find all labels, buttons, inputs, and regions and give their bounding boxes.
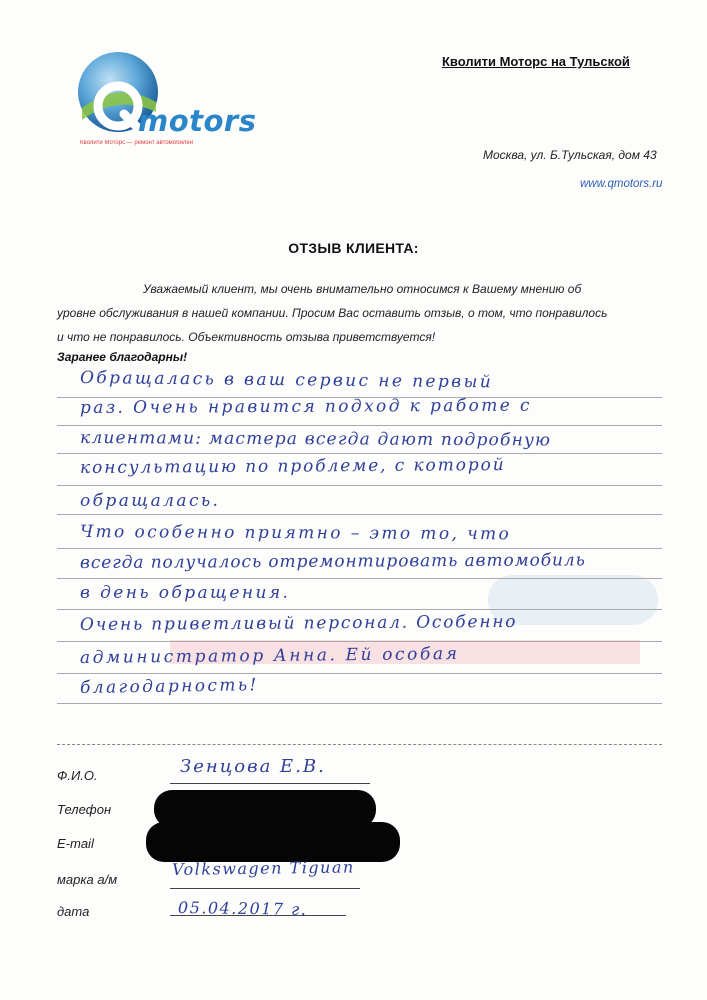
email-label: E-mail (57, 836, 94, 851)
review-line: Очень приветливый персонал. Особенно (79, 611, 518, 635)
review-line: Что особенно приятно – это то, что (79, 522, 512, 545)
car-underline (170, 888, 360, 889)
ruled-line (57, 548, 662, 549)
car-value[interactable]: Volkswagen Tiguan (171, 857, 355, 879)
intro-line: Уважаемый клиент, мы очень внимательно относимся к Вашему мнению об (143, 282, 582, 296)
company-name: Кволити Моторс на Тульской (442, 54, 630, 69)
ruled-line (57, 514, 662, 515)
ruled-line (57, 673, 662, 674)
ruled-line (57, 453, 662, 454)
review-line: благодарность! (79, 675, 259, 698)
review-line: раз. Очень нравится подход к работе с (79, 395, 532, 418)
ruled-line (57, 703, 662, 704)
logo-wordmark: motors (138, 104, 257, 138)
email-redaction (146, 822, 400, 862)
intro-line: и что не понравилось. Объективность отзыва приветствуется! (57, 330, 436, 344)
date-value[interactable]: 05.04.2017 г. (177, 898, 308, 919)
ruled-line (57, 641, 662, 642)
name-label: Ф.И.О. (57, 768, 98, 783)
ruled-line (57, 425, 662, 426)
thanks-note: Заранее благодарны! (57, 350, 188, 364)
phone-label: Телефон (57, 802, 112, 817)
section-divider (57, 744, 662, 745)
review-line: клиентами: мастера всегда дают подробную (79, 428, 552, 451)
ruled-line (57, 609, 662, 610)
logo-tagline: Кволити Моторс — ремонт автомобилей (80, 140, 194, 146)
name-value[interactable]: Зенцова Е.В. (180, 756, 326, 777)
name-underline (170, 783, 370, 784)
car-label: марка а/м (57, 872, 118, 887)
review-line: администратор Анна. Ей особая (79, 644, 460, 668)
form-title: ОТЗЫВ КЛИЕНТА: (288, 240, 419, 256)
ruled-line (57, 578, 662, 579)
review-line: консультацию по проблеме, с которой (79, 455, 506, 478)
review-line: в день обращения. (80, 583, 291, 603)
review-line: обращалась. (80, 491, 221, 511)
intro-line: уровне обслуживания в нашей компании. Просим Вас оставить отзыв, о том, что понравилось (57, 306, 608, 320)
date-label: дата (57, 904, 90, 919)
company-address: Москва, ул. Б.Тульская, дом 43 (483, 148, 657, 162)
company-website-link[interactable]: www.qmotors.ru (580, 178, 663, 190)
review-line: всегда получалось отремонтировать автомобиль (79, 550, 586, 573)
review-line: Обращалась в ваш сервис не первый (79, 368, 494, 393)
ruled-line (57, 485, 662, 486)
form-intro (57, 277, 659, 349)
